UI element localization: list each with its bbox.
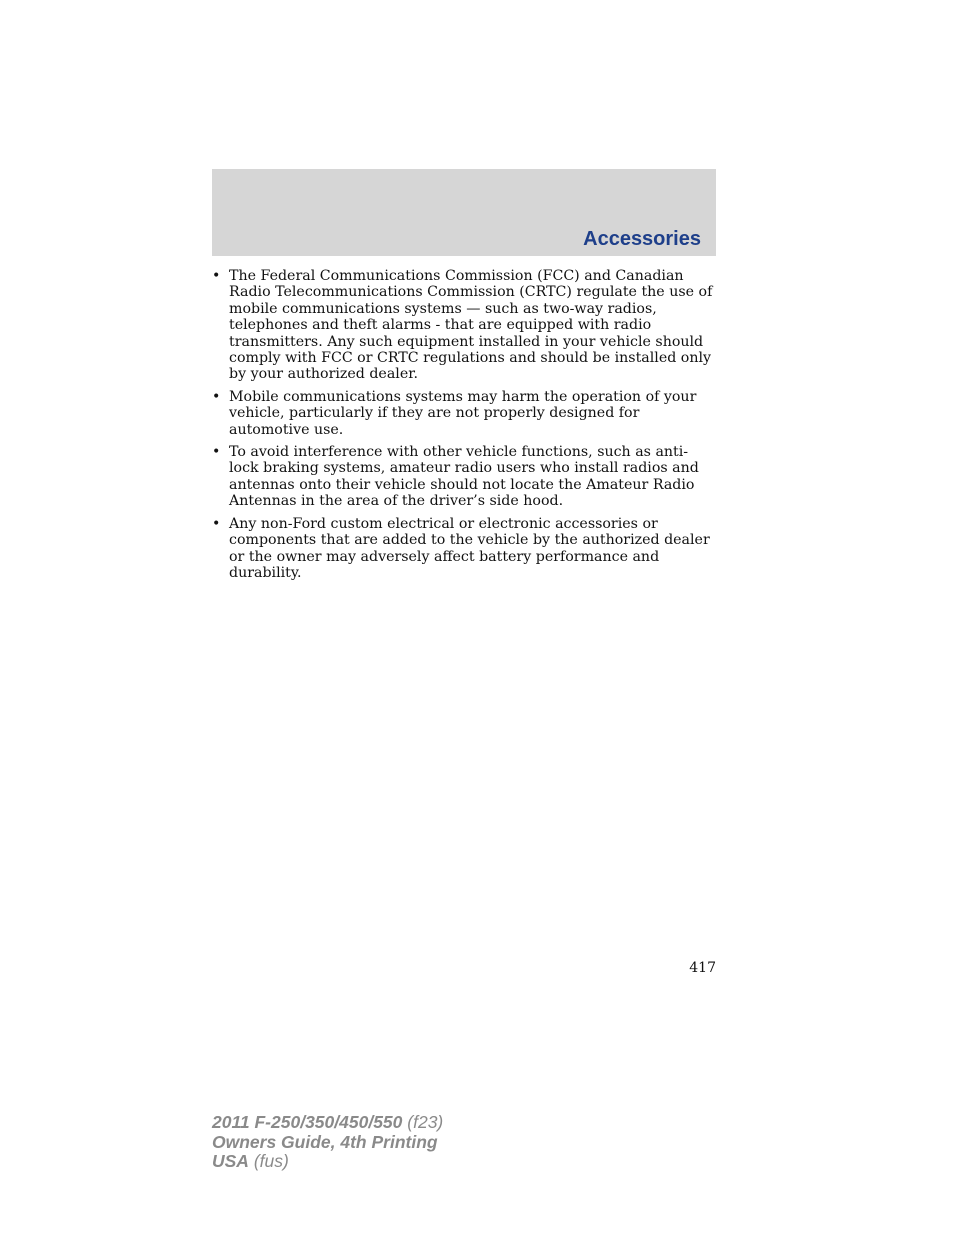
bullet-icon: • [212, 444, 221, 461]
list-item-text: Any non-Ford custom electrical or electronic accessories or components that are added to the vehicle by the authorized dealer or the owner may adversely affect battery performance and durability. [229, 515, 710, 581]
footer-region: USA [212, 1151, 249, 1171]
list-item [212, 268, 716, 383]
list-item-text: Mobile communications systems may harm the operation of your vehicle, particularly if they are not properly designed for automotive use. [229, 388, 697, 438]
list-item [212, 389, 716, 438]
section-title: Accessories [583, 228, 701, 250]
footer-model: 2011 F-250/350/450/550 [212, 1112, 403, 1132]
footer-model-code: (f23) [407, 1112, 444, 1132]
footer-region-code: (fus) [253, 1151, 289, 1171]
list-item-text: The Federal Communications Commission (FCC) and Canadian Radio Telecommunications Commission (CRTC) regulate the use of mobile communications systems — such as two-way radios, telephones and theft alarms - that are equipped with radio transmitters. Any such equipment installed in your vehicle should comply with FCC or CRTC regulations and should be installed only by your authorized dealer. [229, 268, 713, 383]
page-number: 417 [689, 960, 716, 976]
footer-guide-edition: Owners Guide, 4th Printing [212, 1131, 438, 1152]
list-item-text: To avoid interference with other vehicle functions, such as anti-lock braking systems, amateur radio users who install radios and antennas onto their vehicle should not locate the Amateur Radio Antennas in the area of the driver’s side hood. [229, 444, 699, 510]
document-footer [212, 1113, 443, 1172]
footer-line-region [212, 1152, 443, 1172]
footer-line-model [212, 1113, 443, 1133]
bullet-icon: • [212, 388, 221, 405]
bullet-icon: • [212, 268, 221, 284]
bullet-list [212, 268, 716, 587]
section-header-band [212, 169, 716, 256]
bullet-icon: • [212, 515, 221, 532]
list-item [212, 516, 716, 582]
list-item [212, 444, 716, 510]
